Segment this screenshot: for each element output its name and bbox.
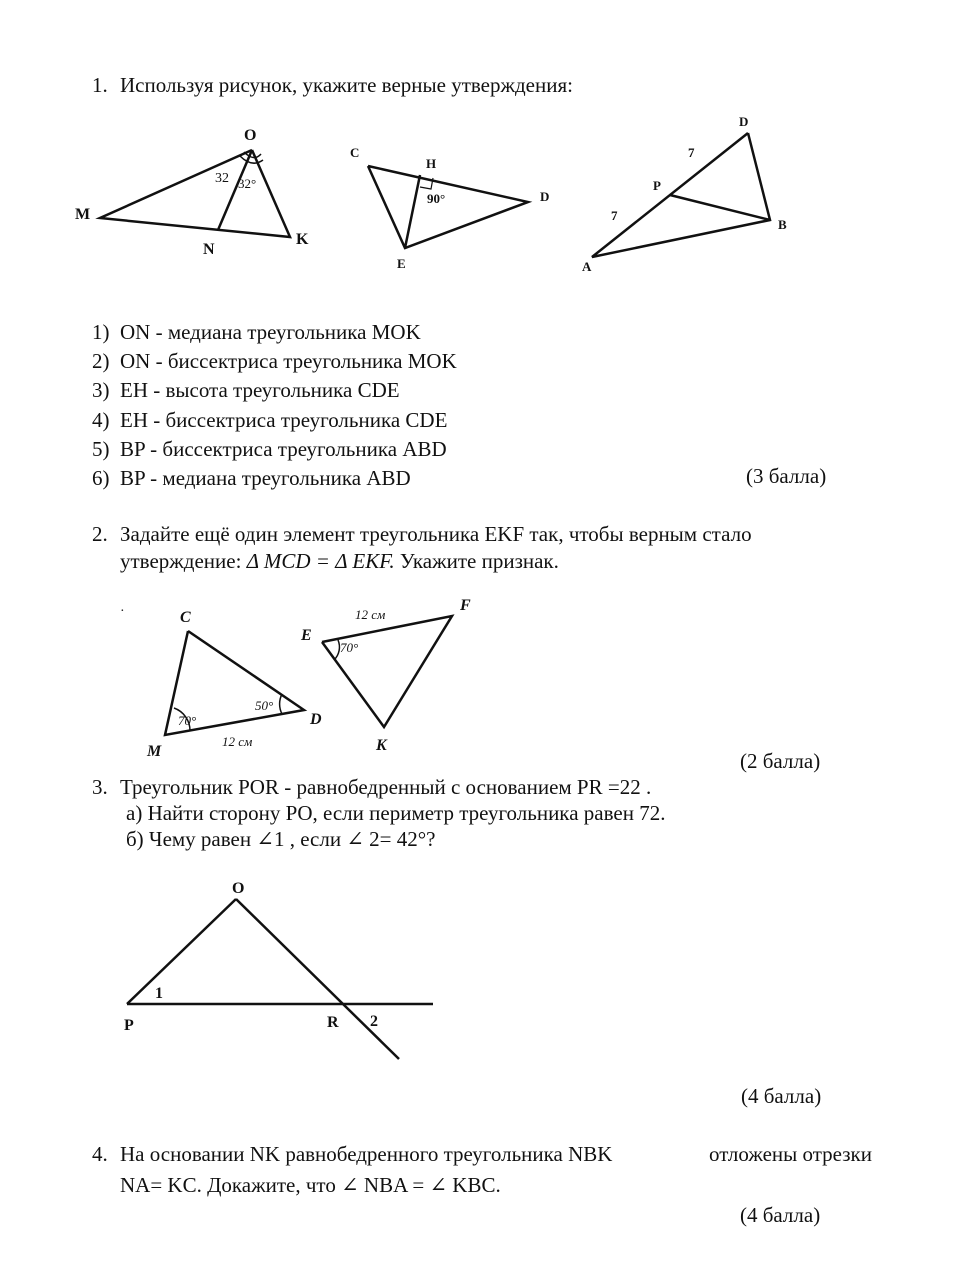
angle-label-90: 90° — [427, 191, 446, 206]
list-item: 1) ON - медиана треугольника MOK — [92, 320, 421, 344]
q2-equation: Δ MCD = Δ EKF. — [246, 549, 395, 573]
q4-points: (4 балла) — [740, 1203, 821, 1227]
point-d: D — [540, 189, 550, 204]
list-item: 3) EH - высота треугольника CDE — [92, 378, 400, 403]
q2-points: (2 балла) — [740, 749, 821, 773]
point-e: E — [397, 256, 406, 271]
q2-number: 2. — [92, 522, 108, 546]
list-item: 4) EH - биссектриса треугольника CDE — [92, 407, 448, 432]
side-label-md-12: 12 см — [222, 734, 253, 749]
list-item: 2) ON - биссектриса треугольника MOK — [92, 349, 457, 374]
angle-label-e-70: 70° — [340, 640, 359, 655]
angle-label-m-70: 70° — [178, 713, 197, 728]
q2-line2: утверждение: Δ MCD = Δ EKF. Укажите признак. — [120, 549, 559, 573]
q4-number: 4. — [92, 1142, 108, 1166]
point-d-abd: D — [739, 114, 749, 129]
q2-line1: Задайте ещё один элемент треугольника EKF так, чтобы верным стало — [120, 522, 752, 546]
list-item: 6) BP - медиана треугольника ABD — [92, 466, 411, 491]
angle-label-1: 1 — [155, 985, 163, 1002]
point-o: O — [244, 127, 257, 144]
point-f-ekf: F — [460, 597, 471, 614]
point-k: K — [296, 231, 309, 248]
angle-label-d-50: 50° — [255, 698, 274, 713]
q4-line1: На основании NK равнобедренного треугольника NBK — [120, 1142, 613, 1166]
point-d-mcd: D — [310, 711, 322, 728]
angle-label-32-right: 32° — [238, 176, 257, 191]
point-o-por: O — [232, 880, 245, 897]
point-m: M — [75, 206, 91, 223]
q4-line2: NA= KC. Докажите, что ∠ NBA = ∠ KBC. — [120, 1173, 501, 1197]
q3-part-b: б) Чему равен ∠1 , если ∠ 2= 42°? — [126, 827, 436, 851]
q3-part-a: а) Найти сторону PO, если периметр треугольника равен 72. — [126, 801, 666, 825]
angle-label-32-left: 32 — [215, 171, 229, 186]
point-m-mcd: M — [147, 743, 162, 760]
point-e-ekf: E — [301, 627, 312, 644]
stray-dot: · — [120, 604, 125, 619]
point-b: B — [778, 217, 787, 232]
point-h: H — [426, 156, 437, 171]
point-p: P — [653, 178, 661, 193]
point-a: A — [582, 259, 592, 274]
point-k-ekf: K — [376, 737, 387, 754]
point-p-por: P — [124, 1017, 134, 1034]
side-label-pd: 7 — [688, 145, 695, 160]
q1-number: 1. — [92, 73, 108, 97]
point-c: C — [350, 145, 360, 160]
q4-line1-right: отложены отрезки — [709, 1142, 872, 1166]
q1-points: (3 балла) — [746, 464, 827, 488]
q3-points: (4 балла) — [741, 1084, 822, 1108]
side-label-ap: 7 — [611, 208, 618, 223]
q3-number: 3. — [92, 775, 108, 799]
list-item: 5) BP - биссектриса треугольника ABD — [92, 436, 447, 461]
q3-text: Треугольник POR - равнобедренный с основанием PR =22 . — [120, 775, 652, 799]
figure-triangle-por — [124, 880, 433, 1059]
point-n: N — [203, 241, 215, 258]
angle-label-2: 2 — [370, 1013, 378, 1030]
q1-text: Используя рисунок, укажите верные утверждения: — [120, 73, 573, 97]
side-label-ef-12: 12 см — [355, 607, 386, 622]
point-r-por: R — [327, 1014, 339, 1031]
point-c-mcd: C — [180, 609, 191, 626]
